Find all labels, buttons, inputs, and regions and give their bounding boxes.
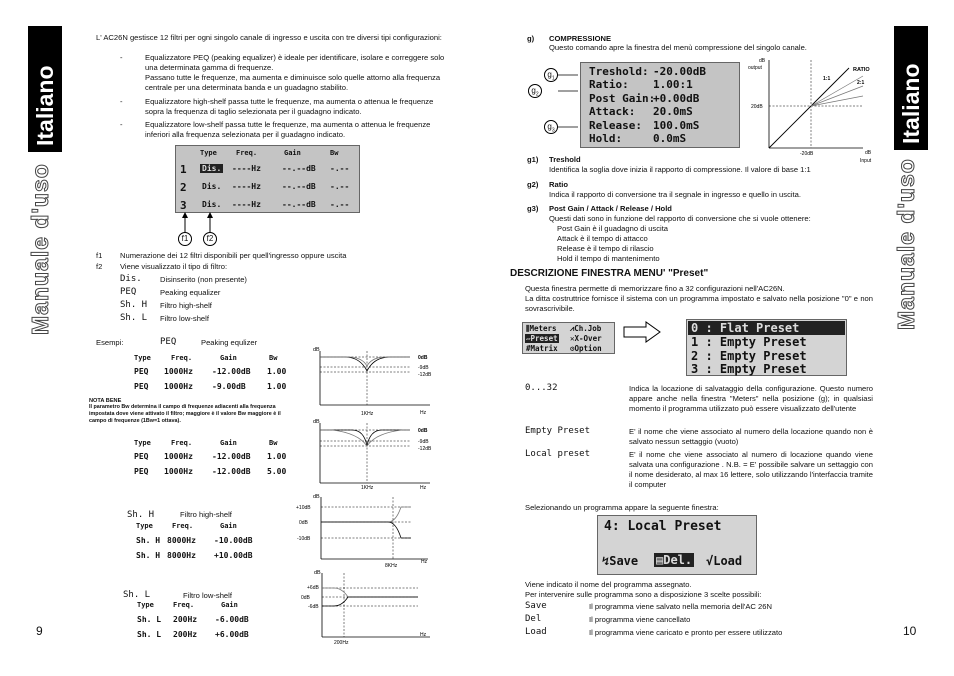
- cell: PEQ: [134, 467, 149, 476]
- save-button[interactable]: ↯Save: [602, 554, 639, 568]
- select-text: Selezionando un programma appare la seguente finestra:: [525, 503, 719, 512]
- graph-tick: -12dB: [418, 372, 432, 378]
- th-gain: Gain: [221, 601, 238, 609]
- th-freq: Freq.: [172, 522, 194, 530]
- lcd-header-gain: Gain: [284, 149, 301, 157]
- bullet-low-shelf: Equalizzatore low-shelf passa tutte le frequenze, ma aumenta o attenua le frequenze inferiori alla frequenza selezionata per il guadagno indicato.: [145, 120, 431, 139]
- cell: PEQ: [134, 452, 149, 461]
- th-bw: Bw: [269, 354, 278, 362]
- menu-item-xover[interactable]: ✕X-Over: [570, 334, 602, 343]
- cell: 1.00: [267, 452, 287, 461]
- graph-db: dB: [759, 58, 766, 64]
- preset-heading: DESCRIZIONE FINESTRA MENU' "Preset": [510, 268, 709, 279]
- graph-tick: -12dB: [418, 446, 432, 452]
- th-freq: Freq.: [171, 439, 193, 447]
- g-label: g): [527, 34, 535, 43]
- def-term: Empty Preset: [525, 426, 591, 436]
- graph-hz: Hz: [421, 559, 428, 565]
- graph-db-label: dB: [313, 347, 320, 353]
- lcd-row-num: 1: [180, 163, 187, 176]
- g-title: COMPRESSIONE: [549, 34, 612, 43]
- cell: -6.00dB: [215, 615, 249, 624]
- cell: -10.00dB: [214, 536, 253, 545]
- high-shelf-graph: [293, 491, 433, 569]
- th-type: Type: [134, 354, 151, 362]
- low-shelf-graph: [300, 567, 435, 649]
- lcd-row-freq: ----Hz: [232, 182, 261, 191]
- comp-label: Release:: [589, 119, 642, 132]
- th-gain: Gain: [220, 354, 237, 362]
- cell: PEQ: [134, 382, 149, 391]
- left-tab-title: Italiano: [32, 65, 58, 146]
- cell: -12.00dB: [212, 367, 251, 376]
- shh-code: Sh. H: [127, 510, 155, 520]
- graph-tick: 0dB: [418, 428, 428, 434]
- lcd-header-bw: Bw: [330, 149, 339, 157]
- right-page-number: 10: [903, 624, 917, 638]
- cell: 1000Hz: [164, 452, 193, 461]
- cell: 1000Hz: [164, 367, 193, 376]
- main-menu-lcd: [522, 322, 615, 354]
- action-desc: Il programma viene caricato e pronto per essere utilizzato: [589, 628, 783, 637]
- graph-hz: Hz: [420, 632, 427, 638]
- lcd-row: [180, 163, 360, 177]
- cell: 1.00: [267, 382, 287, 391]
- comp-label: Treshold:: [589, 65, 649, 78]
- preset-p1: Questa finestra permette di memorizzare fino a 32 configurazioni nell'AC26N.: [525, 284, 785, 293]
- shl-code: Sh. L: [123, 590, 151, 600]
- cell: 1000Hz: [164, 382, 193, 391]
- callout-g1: $g_1$: [544, 68, 558, 82]
- lcd-row-gain: --.--dB: [282, 182, 316, 191]
- cell: 200Hz: [173, 615, 198, 624]
- g2-desc: Indica il rapporto di conversione tra il segnale in ingresso e quello in uscita.: [549, 190, 802, 199]
- lcd-row-bw: -.--: [330, 200, 350, 209]
- g3-item: Hold il tempo di mantenimento: [557, 254, 660, 263]
- f2-desc: Viene visualizzato il tipo di filtro:: [120, 262, 228, 271]
- graph-tick: -9dB: [418, 365, 429, 371]
- g-desc: Questo comando apre la finestra del menù compressione del singolo canale.: [549, 43, 807, 52]
- graph-tick: -10dB: [297, 536, 311, 542]
- menu-item-matrix[interactable]: #Matrix: [526, 344, 558, 353]
- graph-tick: +10dB: [296, 505, 311, 511]
- bullet-peq-2: Passano tutte le frequenze, ma aumenta e diminuisce solo quelle attorno alla frequenza centrale per una determinata banda e un guadagno stabilito.: [145, 73, 441, 92]
- lcd-row-bw: -.--: [330, 182, 350, 191]
- type-desc: Filtro high-shelf: [160, 301, 212, 310]
- g1-desc: Identifica la soglia dove inizia il rapporto di compressione. Il valore di base 1:1: [549, 165, 811, 174]
- graph-freq: 1KHz: [361, 485, 374, 491]
- lcd-row-type: Dis.: [202, 182, 222, 191]
- comp-value: 0.0mS: [653, 132, 687, 145]
- right-tab-title: Italiano: [898, 63, 924, 144]
- ex1-code: PEQ: [160, 337, 177, 347]
- lcd-row-type: Dis.: [202, 200, 222, 209]
- bullet-dash: -: [120, 120, 123, 129]
- graph-freq: 200Hz: [334, 640, 349, 646]
- graph-tick: -9dB: [418, 439, 429, 445]
- type-code: Dis.: [120, 274, 142, 284]
- nota-title: NOTA BENE: [89, 398, 122, 404]
- graph-db-label: dB: [313, 419, 320, 425]
- graph-x20: -20dB: [800, 151, 814, 157]
- left-tab-subtitle: Manuale d'uso: [27, 163, 53, 335]
- after-text-2: Per intervenire sulle programma sono a disposizione 3 scelte possibili:: [525, 590, 762, 599]
- lcd-row-type: Dis.: [202, 164, 222, 173]
- action-desc: Il programma viene salvato nella memoria dell'AC 26N: [589, 602, 772, 611]
- th-freq: Freq.: [173, 601, 195, 609]
- comp-value: +0.00dB: [653, 92, 700, 105]
- lcd-row-freq: ----Hz: [232, 164, 261, 173]
- shl-name: Filtro low-shelf: [183, 591, 232, 600]
- comp-label: Post Gain:: [589, 92, 656, 105]
- preset-list-item[interactable]: 0 : Flat Preset: [688, 321, 845, 335]
- bullet-peq: Equalizzatore PEQ (peaking equalizer) è ideale per identificare, isolare e correggere solo una determinata gamma di frequenze.: [145, 53, 445, 72]
- graph-input: Input: [860, 158, 872, 164]
- def-desc: E' il nome che viene associato al numero della locazione quando non è salvato nessun settaggio (vuoto): [629, 427, 873, 446]
- g3-item: Attack è il tempo di attacco: [557, 234, 648, 243]
- g3-item: Post Gain è il guadagno di uscita: [557, 224, 669, 233]
- g2-label: g2): [527, 180, 539, 189]
- callout-g2: $g_2$: [528, 84, 542, 98]
- cell: -12.00dB: [212, 467, 251, 476]
- th-type: Type: [137, 601, 154, 609]
- graph-tick: 0dB: [301, 595, 310, 601]
- bullet-dash: -: [120, 97, 123, 106]
- type-desc: Peaking equalizer: [160, 288, 221, 297]
- type-code: Sh. L: [120, 313, 148, 323]
- g3-desc: Questi dati sono in funzione del rapporto di conversione che si vuole ottenere:: [549, 214, 811, 223]
- arrow-right-icon: [622, 321, 662, 343]
- cell: 200Hz: [173, 630, 198, 639]
- cell: 1.00: [267, 367, 287, 376]
- comp-label: Ratio:: [589, 78, 629, 91]
- g2-title: Ratio: [549, 180, 568, 189]
- right-tab-subtitle: Manuale d'uso: [893, 158, 919, 330]
- action-term: Del: [525, 614, 542, 624]
- cell: 1000Hz: [164, 467, 193, 476]
- lcd-row-bw: -.--: [330, 164, 350, 173]
- th-type: Type: [136, 522, 153, 530]
- type-desc: Filtro low-shelf: [160, 314, 209, 323]
- graph-tick: -6dB: [308, 604, 319, 610]
- def-desc: E' il nome che viene associato al numero di locazione quando viene salvata una configurazione . N.B. = E' possibile salvare un settaggio con il nome desiderato, al max 16 lettere, solo utilizzando l'interfaccia tramite il computer: [629, 450, 873, 489]
- cell: +6.00dB: [215, 630, 249, 639]
- action-term: Save: [525, 601, 547, 611]
- cell: 5.00: [267, 467, 287, 476]
- action-term: Load: [525, 627, 547, 637]
- example-table-3: [136, 522, 276, 562]
- graph-hz: Hz: [420, 410, 427, 416]
- f1-desc: Numerazione dei 12 filtri disponibili per quell'ingresso oppure uscita: [120, 251, 347, 260]
- preset-list-item[interactable]: 1 : Empty Preset: [691, 335, 807, 349]
- local-preset-lcd: [597, 515, 757, 575]
- comp-value: -20.00dB: [653, 65, 706, 78]
- shh-name: Filtro high-shelf: [180, 510, 232, 519]
- g1-label: g1): [527, 155, 539, 164]
- preset-list-item[interactable]: 2 : Empty Preset: [691, 349, 807, 363]
- cell: PEQ: [134, 367, 149, 376]
- lcd-row-num: 3: [180, 199, 187, 212]
- after-text-1: Viene indicato il nome del programma assegnato.: [525, 580, 692, 589]
- comp-label: Hold:: [589, 132, 623, 145]
- intro-text: L' AC26N gestisce 12 filtri per ogni singolo canale di ingresso e uscita con tre diversi tipi configurazioni:: [96, 33, 442, 42]
- cell: 8000Hz: [167, 536, 196, 545]
- th-freq: Freq.: [171, 354, 193, 362]
- graph-output: output: [748, 65, 762, 71]
- menu-item-preset[interactable]: ▱Preset: [526, 334, 558, 343]
- type-code: Sh. H: [120, 300, 148, 310]
- preset-list-lcd: [686, 319, 847, 376]
- graph-tick: 0dB: [418, 355, 428, 361]
- th-bw: Bw: [269, 439, 278, 447]
- callout-f1: f1: [178, 232, 192, 246]
- cell: Sh. H: [136, 536, 161, 545]
- cell: +10.00dB: [214, 551, 253, 560]
- cell: Sh. L: [137, 615, 162, 624]
- graph-freq: 8KHz: [385, 563, 398, 569]
- graph-tick: 0dB: [299, 520, 308, 526]
- comp-label: Attack:: [589, 105, 636, 118]
- left-page-number: 9: [36, 624, 43, 638]
- graph-db-label: dB: [313, 494, 320, 500]
- graph-hz: Hz: [420, 485, 427, 491]
- load-button[interactable]: √Load: [706, 554, 743, 568]
- preset-list-item[interactable]: 3 : Empty Preset: [691, 362, 807, 376]
- graph-y20: 20dB: [751, 104, 763, 110]
- type-desc: Disinserito (non presente): [160, 275, 247, 284]
- comp-value: 1.00:1: [653, 78, 693, 91]
- th-gain: Gain: [220, 522, 237, 530]
- menu-item-chjob[interactable]: ⩘Ch.Job: [570, 324, 602, 333]
- left-side-tab: [28, 26, 62, 152]
- cell: 8000Hz: [167, 551, 196, 560]
- type-code: PEQ: [120, 287, 137, 297]
- th-gain: Gain: [220, 439, 237, 447]
- cell: -12.00dB: [212, 452, 251, 461]
- compressor-lcd: [580, 62, 740, 148]
- cell: Sh. H: [136, 551, 161, 560]
- def-term: 0...32: [525, 383, 558, 393]
- nota-text: Il parametro Bw determina il campo di frequenze adiacenti alla frequenza impostata dove viene attivato il filtro; maggiore è il valore Bw maggiore è il campo di frequenze (1Bw=1 ottava).: [89, 404, 281, 424]
- local-preset-title: 4: Local Preset: [604, 519, 722, 534]
- filter-lcd: [175, 145, 360, 213]
- comp-value: 100.0mS: [653, 119, 700, 132]
- bullet-dash: -: [120, 53, 123, 62]
- delete-button[interactable]: ▤Del.: [656, 553, 693, 567]
- f2-label: f2: [96, 262, 103, 271]
- lcd-row-gain: --.--dB: [282, 164, 316, 173]
- callout-g3: $g_3$: [544, 120, 558, 134]
- peq-graph-2: [310, 415, 435, 493]
- def-term: Local preset: [525, 449, 591, 459]
- right-side-tab: [894, 26, 928, 150]
- graph-db-label: dB: [314, 570, 321, 576]
- example-table-2: [134, 439, 294, 479]
- graph-freq: 1KHz: [361, 411, 374, 417]
- graph-r2: 2:1: [857, 80, 865, 86]
- lcd-header-type: Type: [200, 149, 217, 157]
- graph-ratio: RATIO: [853, 67, 870, 73]
- g3-label: g3): [527, 204, 539, 213]
- callout-f2: f2: [203, 232, 217, 246]
- preset-p2: La ditta costruttrice fornisce il sistema con un programma impostato e salvato nella posizione "0" e non sovrascrivibile.: [525, 294, 873, 313]
- comp-value: 20.0mS: [653, 105, 693, 118]
- graph-tick: +6dB: [307, 585, 319, 591]
- bullet-high-shelf: Equalizzatore high-shelf passa tutte le frequenze, ma aumenta o attenua le frequenze sopra la frequenza di taglio selezionata per il guadagno indicato.: [145, 97, 434, 116]
- graph-db2: dB: [865, 150, 872, 156]
- th-type: Type: [134, 439, 151, 447]
- lcd-row: [180, 199, 360, 213]
- lcd-row: [180, 181, 360, 195]
- g1-title: Treshold: [549, 155, 581, 164]
- peq-graph-1: [310, 343, 435, 418]
- example-table-4: [137, 601, 277, 641]
- lcd-row-num: 2: [180, 181, 187, 194]
- f1-label: f1: [96, 251, 103, 260]
- graph-r1: 1:1: [823, 76, 831, 82]
- esempi-label: Esempi:: [96, 338, 124, 347]
- cell: -9.00dB: [212, 382, 246, 391]
- lcd-row-freq: ----Hz: [232, 200, 261, 209]
- action-desc: Il programma viene cancellato: [589, 615, 691, 624]
- g3-title: Post Gain / Attack / Release / Hold: [549, 204, 672, 213]
- menu-item-option[interactable]: ⚙Option: [570, 344, 602, 353]
- cell: Sh. L: [137, 630, 162, 639]
- example-table-1: [134, 354, 294, 394]
- lcd-header-freq: Freq.: [236, 149, 258, 157]
- lcd-row-gain: --.--dB: [282, 200, 316, 209]
- g3-item: Release è il tempo di rilascio: [557, 244, 654, 253]
- def-desc: Indica la locazione di salvataggio della configurazione. Questo numero appare anche nella finestra "Meters" nella posizione (g); in qualsiasi momento il programma utilizzato può essere visualizzato dell'utente: [629, 384, 873, 413]
- ex1-name: Peaking equlizer: [201, 338, 258, 347]
- menu-item-meters[interactable]: ⫼Meters: [526, 324, 557, 333]
- compression-graph: [745, 54, 880, 166]
